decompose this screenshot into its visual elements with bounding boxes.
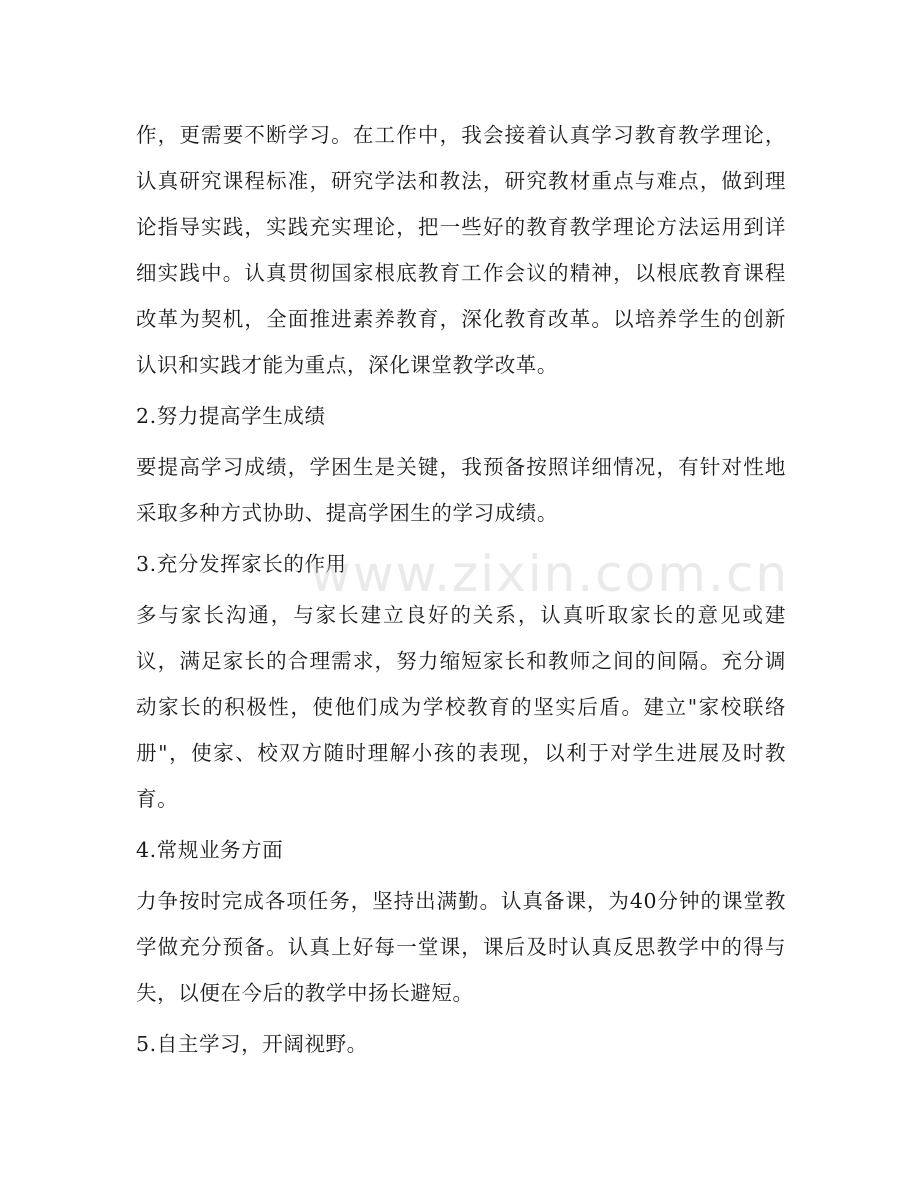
document-page (136, 112, 786, 1067)
body-paragraph-2: 要提高学习成绩，学困生是关键，我预备按照详细情况，有针对性地采取多种方式协助、提高学困生的学习成绩。 (136, 455, 786, 525)
section-heading-3: 3.充分发挥家长的作用 (136, 552, 347, 576)
section-heading-2: 2.努力提高学生成绩 (136, 404, 326, 428)
body-paragraph-4: 力争按时完成各项任务，坚持出满勤。认真备课，为40分钟的课堂教学做充分预备。认真上好每一堂课，课后及时认真反思教学中的得与失，以便在今后的教学中扬长避短。 (136, 889, 786, 1005)
section-heading-4: 4.常规业务方面 (136, 838, 284, 862)
section-heading-5: 5.自主学习，开阔视野。 (136, 1032, 368, 1056)
body-paragraph-3: 多与家长沟通，与家长建立良好的关系，认真听取家长的意见或建议，满足家长的合理需求，努力缩短家长和教师之间的间隔。充分调动家长的积极性，使他们成为学校教育的坚实后盾。建立"家校联络册"，使家、校双方随时理解小孩的表现，以利于对学生进展及时教育。 (136, 603, 786, 811)
watermark-text: www.zixin.com.cn (310, 545, 790, 603)
body-paragraph-intro: 作，更需要不断学习。在工作中，我会接着认真学习教育教学理论，认真研究课程标准，研究学法和教法，研究教材重点与难点，做到理论指导实践，实践充实理论，把一些好的教育教学理论方法运用到详细实践中。认真贯彻国家根底教育工作会议的精神，以根底教育课程改革为契机，全面推进素养教育，深化教育改革。以培养学生的创新认识和实践才能为重点，深化课堂教学改革。 (136, 123, 786, 377)
